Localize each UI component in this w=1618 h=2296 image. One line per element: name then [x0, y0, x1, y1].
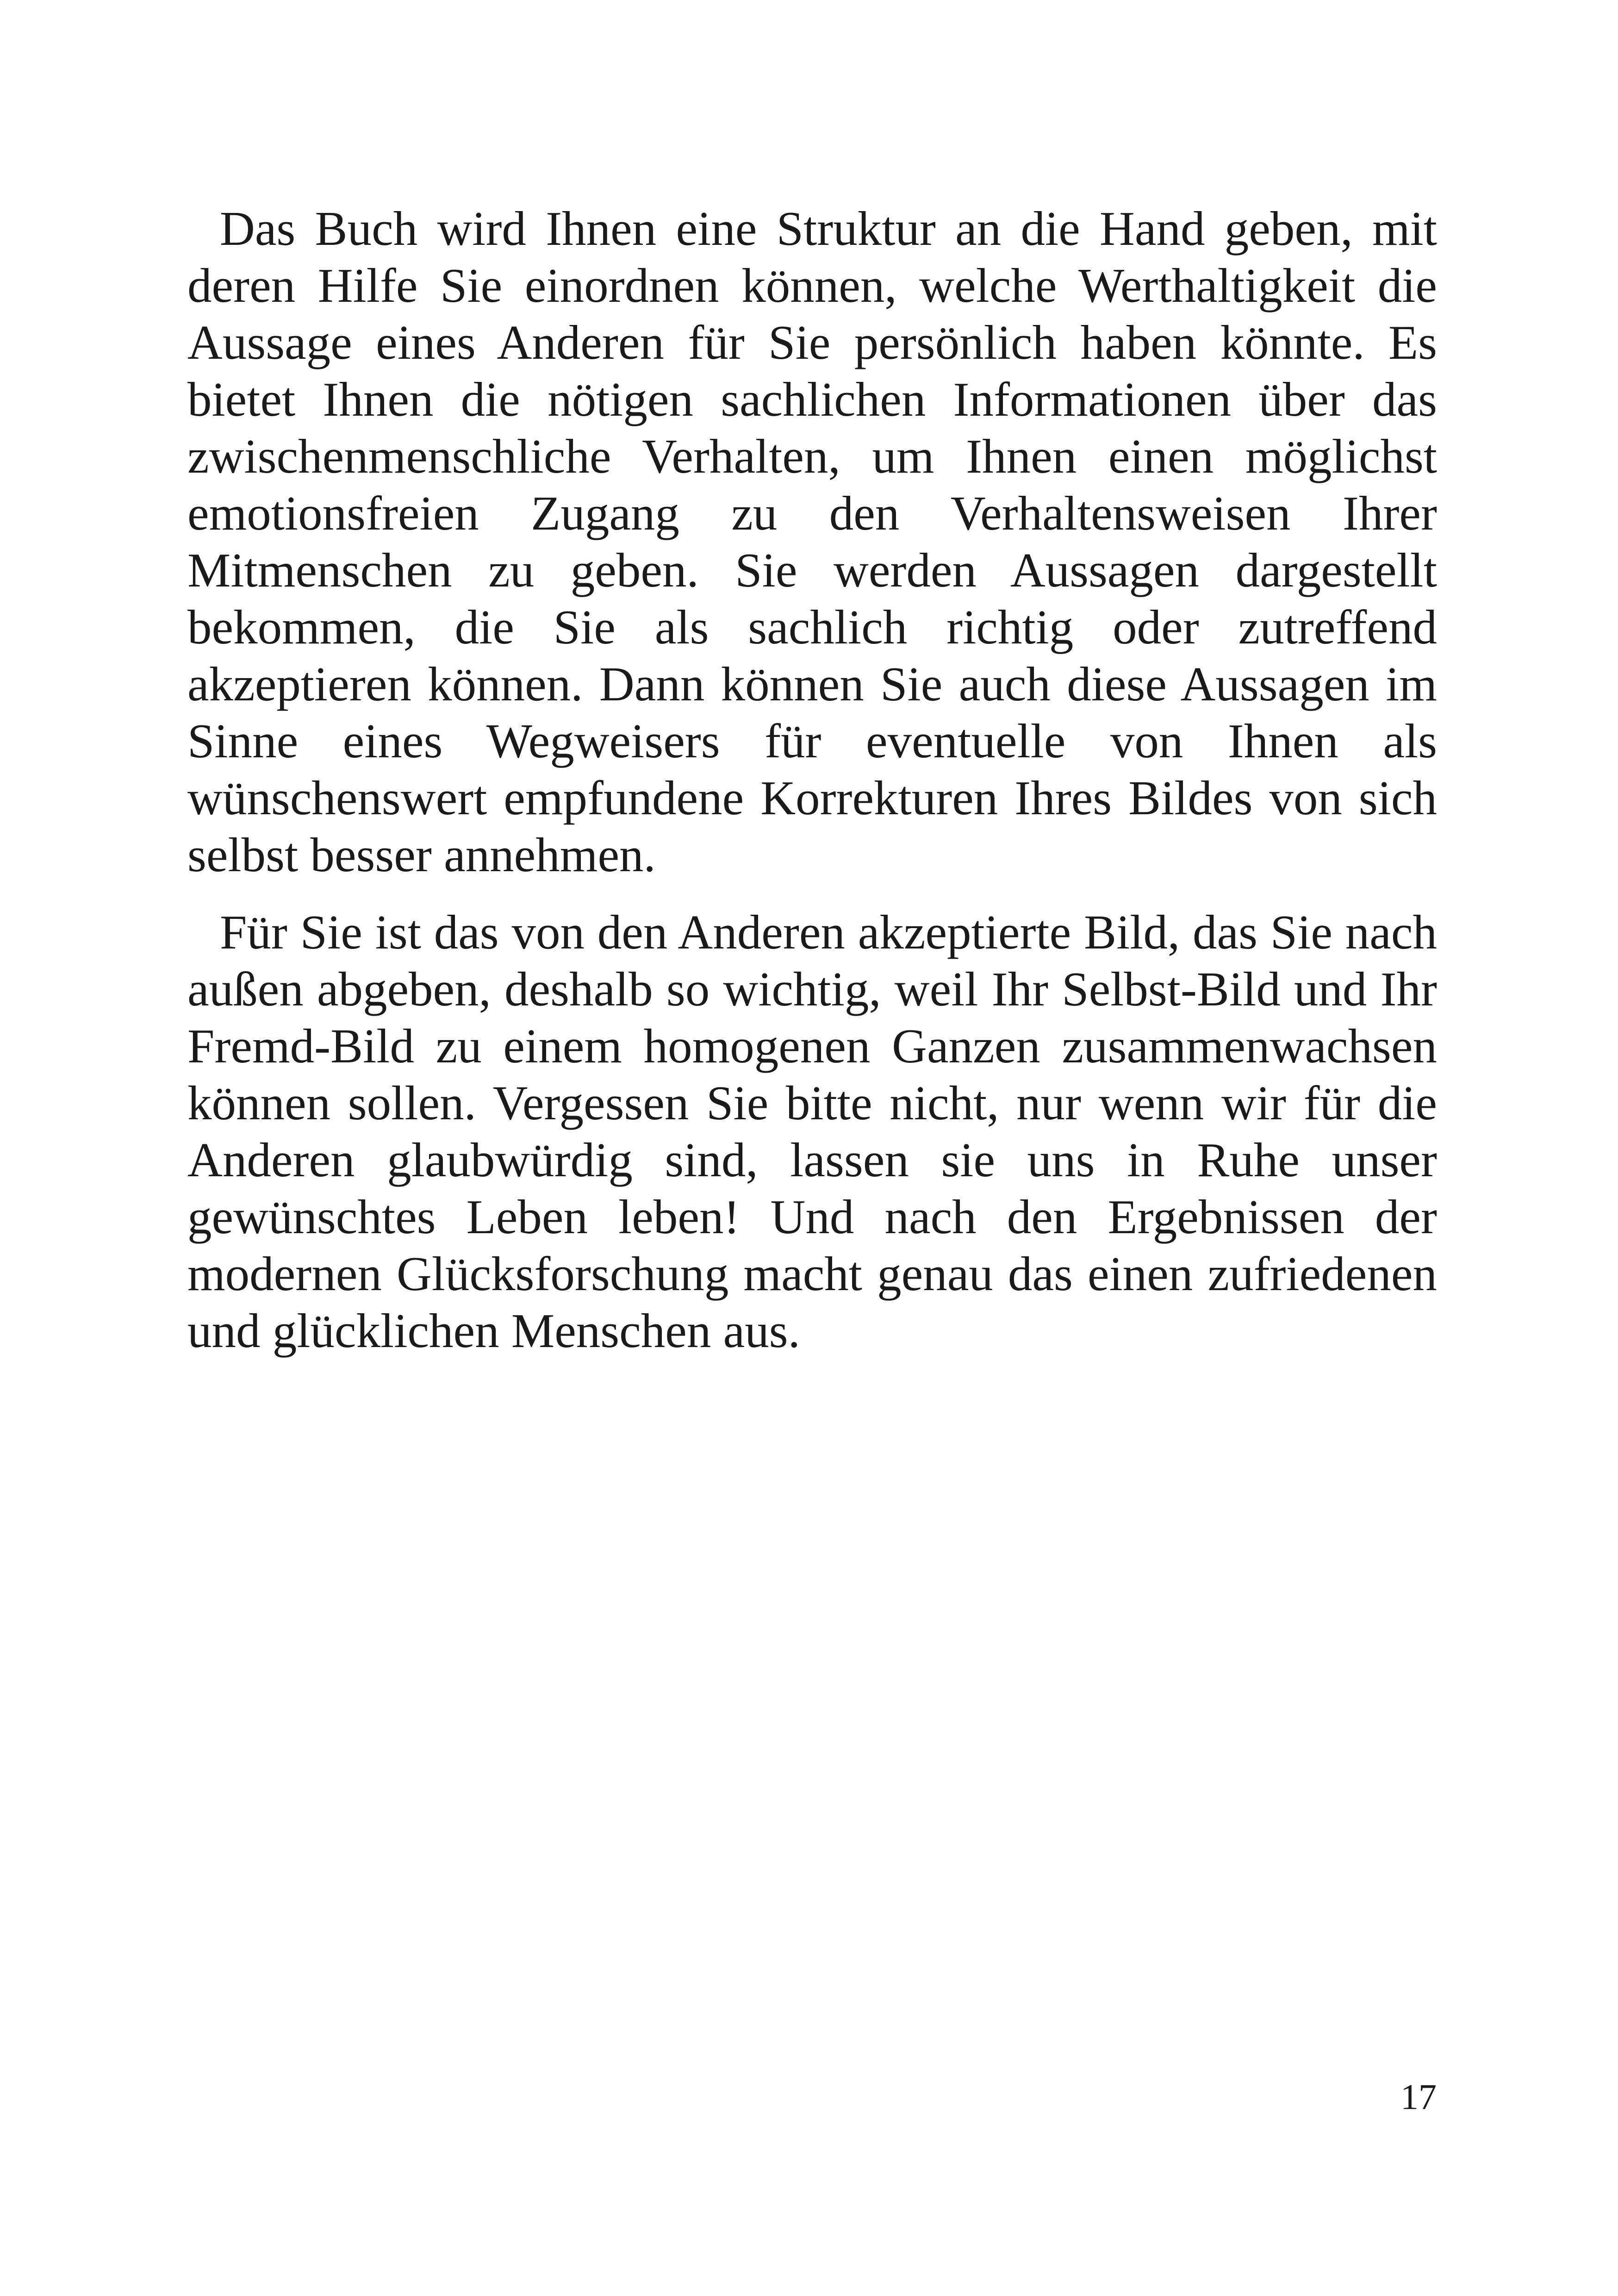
page-number: 17 [1400, 2077, 1437, 2117]
paragraph-2: Für Sie ist das von den Anderen akzeptierte Bild, das Sie nach außen abgeben, deshalb so wichtig, weil Ihr Selbst-Bild und Ihr Fremd-Bild zu einem homogenen Ganzen zusammenwachsen können sollen. Vergessen Sie bitte nicht, nur wenn wir für die Anderen glaubwürdig sind, lassen sie uns in Ruhe unser gewünschtes Leben leben! Und nach den Ergebnissen der modernen Glücksforschung macht genau das einen zufriedenen und glücklichen Menschen aus. [187, 905, 1437, 1358]
body-text [187, 200, 1437, 1359]
paragraph-1: Das Buch wird Ihnen eine Struktur an die Hand geben, mit deren Hilfe Sie einordnen können, welche Werthaltigkeit die Aussage eines Anderen für Sie persönlich haben könnte. Es bietet Ihnen die nötigen sachlichen Informationen über das zwischenmenschliche Verhalten, um Ihnen einen möglichst emotionsfreien Zugang zu den Verhaltensweisen Ihrer Mitmenschen zu geben. Sie werden Aussagen dargestellt bekommen, die Sie als sachlich richtig oder zutreffend akzeptieren können. Dann können Sie auch diese Aussagen im Sinne eines Wegweisers für eventuelle von Ihnen als wünschenswert empfundene Korrekturen Ihres Bildes von sich selbst besser annehmen. [187, 201, 1437, 882]
